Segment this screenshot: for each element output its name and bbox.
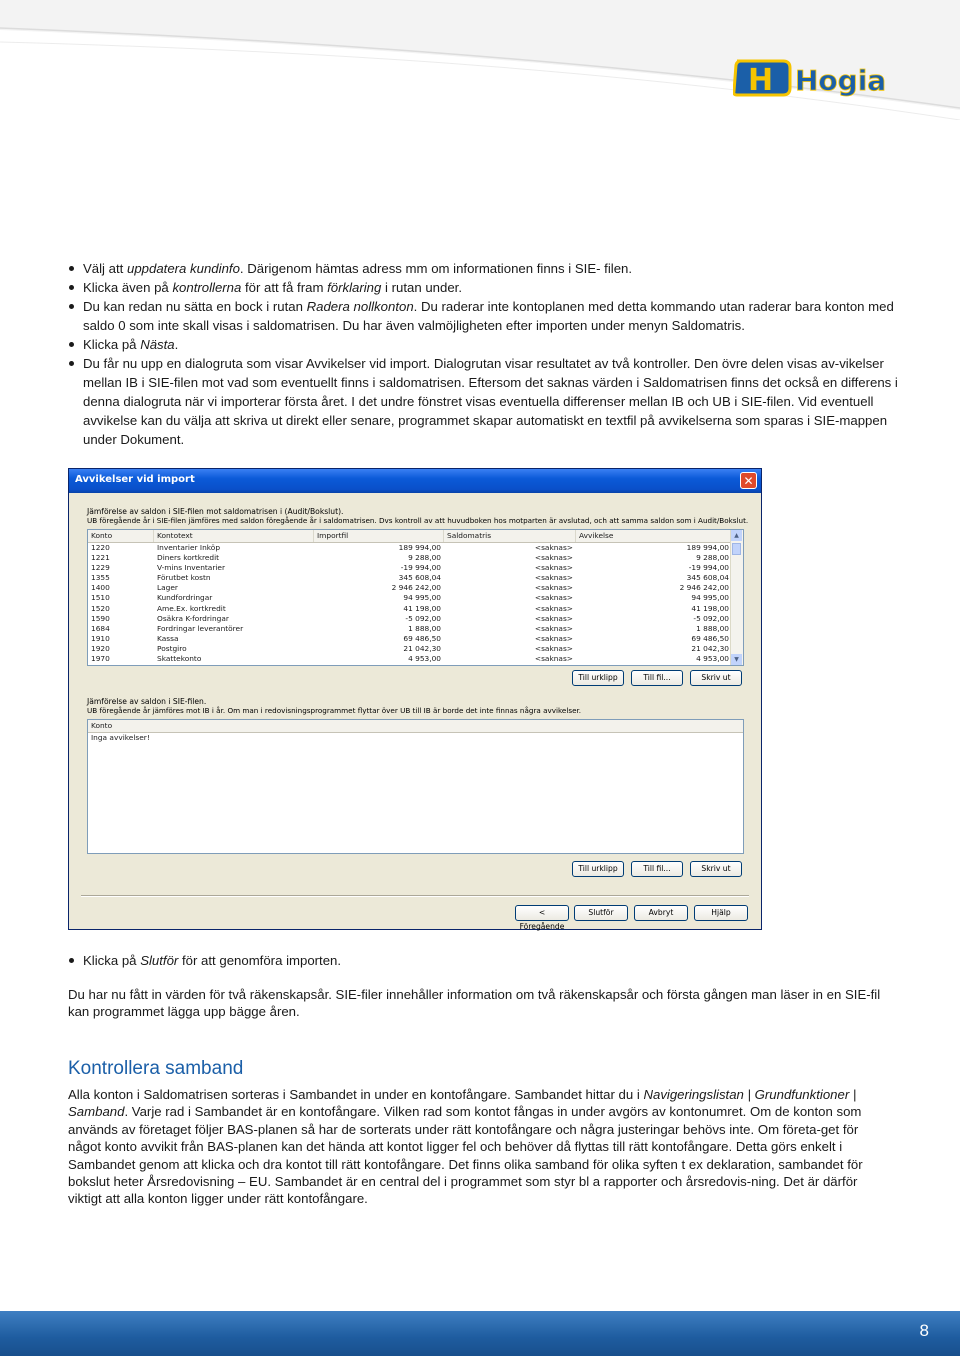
table-cell: Fordringar leverantörer: [157, 623, 244, 633]
list-item: [68, 335, 898, 354]
table-cell: Postgiro: [157, 643, 187, 653]
table-cell: 1590: [91, 613, 110, 623]
table-cell: 345 608,04: [686, 573, 729, 583]
table-cell: <saknas>: [534, 623, 573, 633]
list-item: [68, 951, 898, 970]
section2-caption: Jämförelse av saldon i SIE-filen.: [87, 697, 207, 706]
scroll-up-icon[interactable]: ▲: [731, 530, 742, 541]
column-header[interactable]: Saldomatris: [444, 530, 576, 542]
table-cell: 345 608,04: [398, 573, 441, 583]
table-cell: 41 198,00: [403, 603, 441, 613]
table-cell: 1220: [91, 543, 110, 552]
section-heading: Kontrollera samband: [68, 1058, 244, 1079]
table-cell: Kassa: [157, 633, 179, 643]
table-cell: -5 092,00: [405, 613, 441, 623]
emphasis-text: Navigeringslistan | Grundfunktioner | Samband: [68, 1087, 857, 1120]
text-run: . Du raderar inte kontoplanen med detta kommando utan raderar bara konton med saldo 0 som inte skall visas i saldomatrisen. Du har även valmöjligheten efter importen under menyn Saldomatris.: [83, 299, 894, 333]
table-row[interactable]: [88, 583, 743, 593]
list-item: [68, 278, 898, 297]
table-cell: 9 288,00: [408, 553, 441, 563]
scroll-thumb[interactable]: [732, 543, 741, 555]
table-cell: <saknas>: [534, 573, 573, 583]
table-cell: 4 953,00: [408, 654, 441, 664]
table-cell: -19 994,00: [688, 563, 729, 573]
emphasis-text: uppdatera kundinfo: [126, 261, 240, 276]
table-cell: <saknas>: [534, 563, 573, 573]
list-item: [68, 354, 898, 449]
table-cell: <saknas>: [534, 633, 573, 643]
table-header: [88, 720, 743, 733]
table-cell: 2 946 242,00: [679, 583, 729, 593]
table-cell: 1520: [91, 603, 110, 613]
text-run: Klicka även på: [83, 280, 173, 295]
table-cell: V-mins Inventarier: [157, 563, 225, 573]
emphasis-text: Nästa: [140, 337, 175, 352]
table-cell: 1510: [91, 593, 110, 603]
text-run: .: [174, 337, 179, 352]
table-cell: <saknas>: [534, 603, 573, 613]
table-row[interactable]: [88, 624, 743, 634]
table-cell: 1910: [91, 633, 110, 643]
table-header: [88, 530, 743, 543]
copy-to-clipboard-button[interactable]: Till urklipp: [572, 670, 624, 686]
table-cell: <saknas>: [534, 593, 573, 603]
text-run: i rutan under.: [381, 280, 462, 295]
table-cell: 1221: [91, 553, 110, 563]
dialog-title: Avvikelser vid import: [75, 474, 195, 485]
table-row[interactable]: [88, 553, 743, 563]
back-button[interactable]: < Föregående: [515, 905, 569, 921]
list-item: [68, 259, 898, 278]
text-run: för att få fram: [241, 280, 328, 295]
save-to-file-button[interactable]: Till fil...: [631, 670, 683, 686]
table-cell: 4 953,00: [696, 654, 729, 664]
text-run: Du får nu upp en dialogruta som visar Avvikelser vid import. Dialogrutan visar resultatet av två kontroller. Den övre delen visas av-vikelser mellan IB i SIE-filen mot vad som eventuellt finns i saldomatrisen. Eftersom det saknas värden i Saldomatrisen finns det också en differens i denna dialogruta när vi importerar första året. I det undre fönstret visas eventuella differenser mellan IB och UB i SIE-filen. Vid eventuell avvikelse kan du välja att skriva ut direkt eller senare, programmet skapar automatiskt en textfil på avvikelserna som sparas i SIE-mappen under Dokument.: [83, 356, 898, 447]
table-cell: Lager: [157, 583, 178, 593]
table-cell: 21 042,30: [403, 643, 441, 653]
section1-description: UB föregående år i SIE-filen jämföres med saldon föregående år i saldomatrisen. Dvs kontroll av att huvudboken hos motparten är avslutad, och att samma saldon som i Audit/Bokslut.: [87, 516, 749, 525]
text-run: Välj att: [83, 261, 127, 276]
table-row[interactable]: [88, 604, 743, 614]
table-cell: Skattekonto: [157, 654, 202, 664]
table-cell: 9 288,00: [696, 553, 729, 563]
scroll-down-icon[interactable]: ▼: [731, 654, 742, 665]
emphasis-text: kontrollerna: [172, 280, 242, 295]
cancel-button[interactable]: Avbryt: [634, 905, 688, 921]
table-row[interactable]: [88, 543, 743, 553]
table-cell: 1970: [91, 654, 110, 664]
hogia-logo: [733, 57, 895, 99]
table-row[interactable]: [88, 563, 743, 573]
column-header[interactable]: Konto: [88, 530, 154, 542]
table-cell: -5 092,00: [693, 613, 729, 623]
column-header[interactable]: Avvikelse: [576, 530, 732, 542]
table-cell: <saknas>: [534, 553, 573, 563]
close-icon[interactable]: ✕: [740, 472, 757, 489]
help-button[interactable]: Hjälp: [694, 905, 748, 921]
table-cell: <saknas>: [534, 543, 573, 552]
table-cell: 1 888,00: [408, 623, 441, 633]
table-cell: Osäkra K-fordringar: [157, 613, 229, 623]
table-row[interactable]: [88, 614, 743, 624]
table-cell: 1229: [91, 563, 110, 573]
table-cell: Inventarier Inköp: [157, 543, 221, 552]
instruction-list-2: [68, 951, 898, 970]
table-cell: <saknas>: [534, 654, 573, 664]
table-cell: 69 486,50: [403, 633, 441, 643]
table-row[interactable]: [88, 654, 743, 664]
ib-ub-table[interactable]: [87, 719, 744, 854]
print-button[interactable]: Skriv ut: [690, 670, 742, 686]
deviations-dialog: [68, 468, 762, 930]
table-cell: Diners kortkredit: [157, 553, 220, 563]
table-cell: 69 486,50: [691, 633, 729, 643]
dialog-titlebar: [69, 469, 761, 493]
save-to-file-button-2[interactable]: Till fil...: [631, 861, 683, 877]
table-cell: 1 888,00: [696, 623, 729, 633]
table-cell: 1400: [91, 583, 110, 593]
text-run: . Därigenom hämtas adress mm om informationen finns i SIE- filen.: [239, 261, 633, 276]
table-row[interactable]: [88, 573, 743, 583]
body-paragraph: Du har nu fått in värden för två räkenskapsår. SIE-filer innehåller information om två räkenskapsår och första gången man läser in en SIE-fil kan programmet lägga upp bägge åren.: [68, 987, 881, 1020]
table-cell: 189 994,00: [686, 543, 729, 552]
text-run: Klicka på: [83, 337, 141, 352]
text-run: Klicka på: [83, 953, 141, 968]
copy-to-clipboard-button-2[interactable]: Till urklipp: [572, 861, 624, 877]
table-cell: 41 198,00: [691, 603, 729, 613]
no-deviations-message: Inga avvikelser!: [91, 733, 150, 742]
table-cell: 1920: [91, 643, 110, 653]
list-item: [68, 297, 898, 335]
table-cell: -19 994,00: [400, 563, 441, 573]
body-paragraph: [68, 1086, 890, 1208]
emphasis-text: förklaring: [327, 280, 382, 295]
table-cell: 2 946 242,00: [391, 583, 441, 593]
table-cell: 94 995,00: [691, 593, 729, 603]
table-scrollbar[interactable]: [730, 530, 743, 665]
instruction-list: [68, 259, 898, 449]
svg-text:H: H: [748, 63, 774, 98]
table-row[interactable]: [88, 593, 743, 603]
column-header[interactable]: Kontotext: [154, 530, 314, 542]
table-cell: <saknas>: [534, 613, 573, 623]
column-header[interactable]: Importfil: [314, 530, 444, 542]
print-button-2[interactable]: Skriv ut: [690, 861, 742, 877]
table-row[interactable]: [88, 634, 743, 644]
section2-description: UB föregående år jämföres mot IB i år. Om man i redovisningsprogrammet flyttar över UB till IB är borde det inte finnas några avvikelser.: [87, 706, 582, 715]
emphasis-text: Slutför: [140, 953, 179, 968]
emphasis-text: Radera nollkonton: [306, 299, 414, 314]
svg-text:Hogia: Hogia: [795, 64, 887, 97]
deviation-table[interactable]: [87, 529, 744, 666]
table-cell: <saknas>: [534, 583, 573, 593]
table-row[interactable]: [88, 644, 743, 654]
dialog-divider: [81, 895, 749, 897]
page-number: 8: [919, 1321, 929, 1340]
section1-caption: Jämförelse av saldon i SIE-filen mot saldomatrisen i (Audit/Bokslut).: [87, 507, 344, 516]
table-cell: <saknas>: [534, 643, 573, 653]
table-cell: Kundfordringar: [157, 593, 213, 603]
table-cell: Ame.Ex. kortkredit: [157, 603, 226, 613]
table-cell: 189 994,00: [398, 543, 441, 552]
text-run: . Varje rad i Sambandet är en kontofångare. Vilken rad som kontot fångas in under avgörs av kontonumret. Om de konton som används av företaget följer BAS-planen så har de sorterats under rätt kontofångare och några justeringar behövs inte. Om företa-get för något konto avvikit från BAS-planen kan det hända att kontot ligger fel och behöver då flyttas till rätt kontofångare. Detta görs enkelt i Sambandet genom att klicka och dra kontot till rätt kontofångare. Det finns olika samband för olika syften t ex deklaration, sambandet för bokslut heter Årsredovisning – EU. Sambandet är en central del i programmet som styr bl a rapporter och årsredovis-ning. Det är därför viktigt att alla konton ligger under rätt kontofångare.: [68, 1104, 863, 1207]
column-header[interactable]: Konto: [91, 721, 113, 730]
table-row: [88, 733, 743, 743]
page-footer: [0, 1311, 960, 1356]
text-run: för att genomföra importen.: [178, 953, 342, 968]
table-cell: 1355: [91, 573, 110, 583]
table-cell: 21 042,30: [691, 643, 729, 653]
table-cell: Förutbet kostn: [157, 573, 211, 583]
table-cell: 94 995,00: [403, 593, 441, 603]
text-run: Du kan redan nu sätta en bock i rutan: [83, 299, 307, 314]
finish-button[interactable]: Slutför: [574, 905, 628, 921]
text-run: Alla konton i Saldomatrisen sorteras i Sambandet in under en kontofångare. Sambandet hittar du i: [68, 1087, 644, 1102]
table-cell: 1684: [91, 623, 110, 633]
